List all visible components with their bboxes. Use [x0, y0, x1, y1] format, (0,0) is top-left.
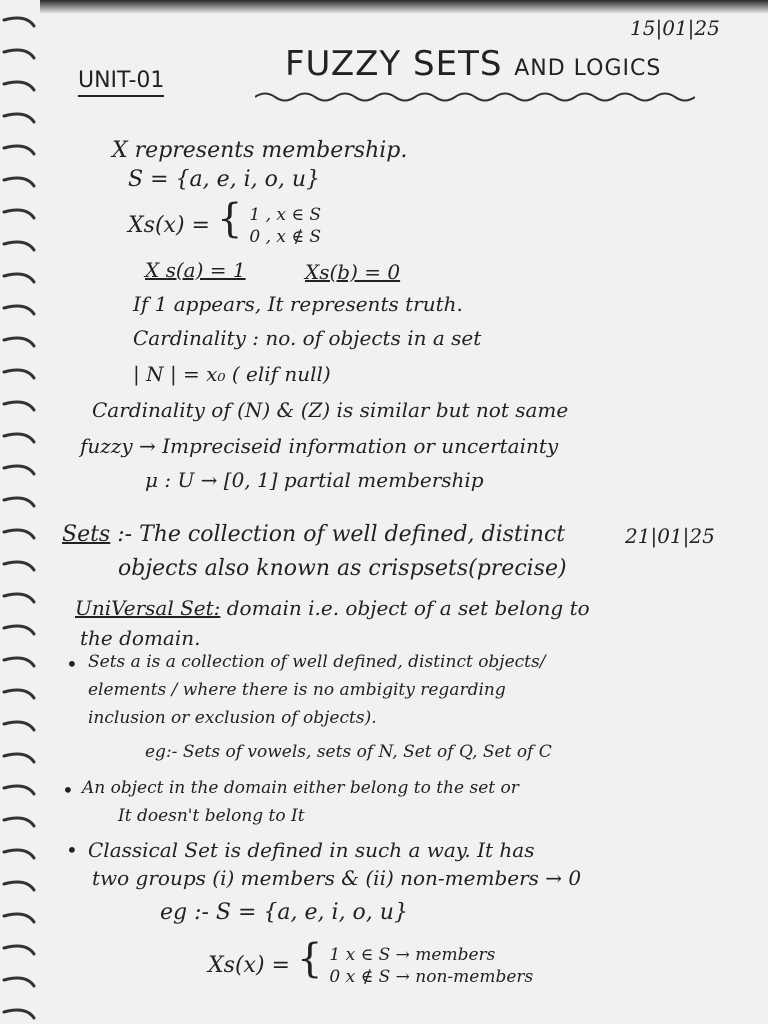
bullet-3-line-2: two groups (i) members & (ii) non-members → 0: [92, 866, 582, 890]
example-2-case1: 1 x ∈ S → members: [329, 945, 496, 965]
note-line-3-left: Xs(x) =: [128, 213, 210, 238]
page-title: [285, 44, 661, 84]
bullet-3-dot: •: [66, 838, 78, 862]
title-rest: AND LOGICS: [514, 56, 662, 81]
note-line-6: Cardinality : no. of objects in a set: [133, 326, 482, 350]
universal-label: UniVersal Set:: [75, 596, 221, 620]
bullet-2-dot: •: [62, 778, 74, 802]
title-main: FUZZY SETS: [285, 44, 503, 84]
note-line-9: fuzzy → Impreciseid information or uncertainty: [80, 434, 559, 458]
bullet-3-line-1: Classical Set is defined in such a way. It has: [88, 838, 535, 862]
example-2-left: Xs(x) =: [208, 953, 290, 978]
note-line-1: X represents membership.: [112, 138, 408, 163]
bullet-2-line-1: An object in the domain either belong to the set or: [82, 778, 519, 798]
example-1: eg:- Sets of vowels, sets of N, Set of Q, Set of C: [145, 742, 552, 762]
note-line-5: If 1 appears, It represents truth.: [133, 292, 463, 316]
bullet-1-line-2: elements / where there is no ambigity regarding: [88, 680, 506, 700]
date-label: 15|01|25: [630, 16, 720, 40]
sets-line-2: objects also known as crispsets(precise): [118, 556, 567, 581]
note-line-3-case1: 1 , x ∈ S: [249, 205, 322, 225]
page-edge: [40, 0, 768, 14]
date-label-2: 21|01|25: [625, 524, 715, 548]
sets-line-1: [62, 522, 565, 547]
sets-definition: :- The collection of well defined, distinct: [117, 522, 566, 547]
bullet-1-dot: •: [66, 652, 78, 676]
note-line-3-case2: 0 , x ∉ S: [249, 227, 322, 247]
note-line-10: μ : U → [0, 1] partial membership: [145, 468, 484, 492]
unit-label: UNIT-01: [78, 68, 164, 97]
universal-line-2: the domain.: [80, 626, 201, 650]
note-line-2: S = {a, e, i, o, u}: [128, 167, 321, 192]
example-2-case2: 0 x ∉ S → non-members: [329, 967, 534, 987]
title-underline: [255, 90, 695, 104]
spiral-binding: [0, 0, 44, 1024]
note-line-3: Xs(x) = { 1 , x ∈ S 0 , x ∉ S: [128, 196, 322, 247]
note-line-4a: X s(a) = 1: [145, 258, 246, 282]
bullet-1-line-3: inclusion or exclusion of objects).: [88, 708, 377, 728]
note-line-7: | N | = x₀ ( elif null): [133, 362, 331, 386]
note-line-8: Cardinality of (N) & (Z) is similar but not same: [92, 398, 569, 422]
note-line-4b: Xs(b) = 0: [305, 260, 401, 284]
bullet-1-line-1: Sets a is a collection of well defined, distinct objects/: [88, 652, 546, 672]
example-2-cases: Xs(x) = { 1 x ∈ S → members 0 x ∉ S → non-members: [208, 936, 534, 987]
sets-label: Sets: [62, 522, 111, 547]
bullet-2-line-2: It doesn't belong to It: [118, 806, 305, 826]
example-2: eg :- S = {a, e, i, o, u}: [160, 900, 408, 925]
universal-line-1: [75, 596, 590, 620]
universal-text: domain i.e. object of a set belong to: [226, 596, 590, 620]
